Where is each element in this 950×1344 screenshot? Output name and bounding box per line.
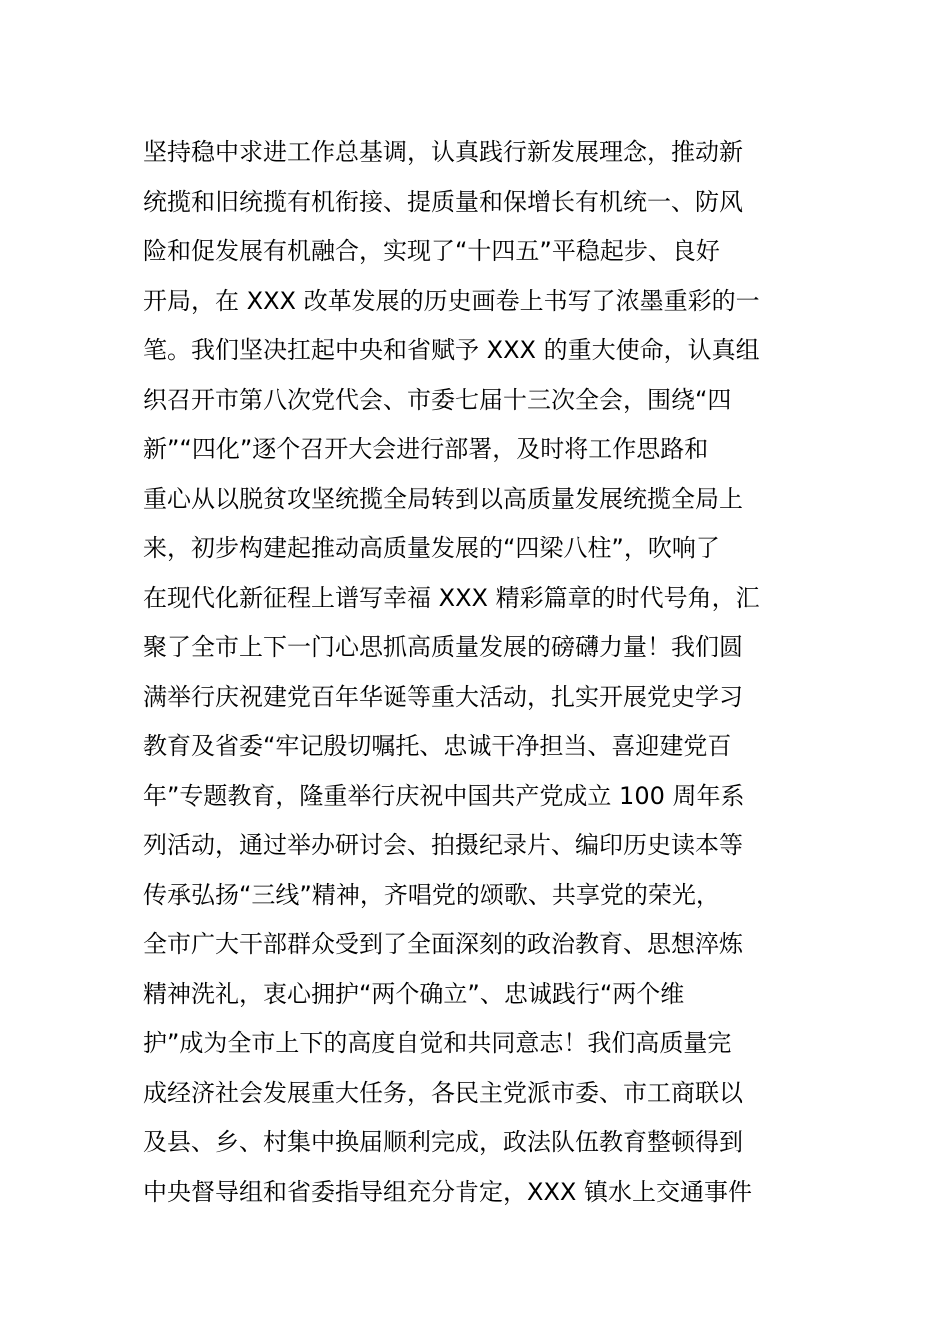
text-line: 年”专题教育，隆重举行庆祝中国共产党成立 100 周年系 [143, 781, 745, 810]
text-line: 聚了全市上下一门心思抓高质量发展的磅礴力量！我们圆 [143, 633, 743, 661]
text-line: 统揽和旧统揽有机衔接、提质量和保增长有机统一、防风 [143, 187, 743, 216]
text-line: 成经济社会发展重大任务，各民主党派市委、市工商联以 [143, 1078, 743, 1107]
text-line: 险和促发展有机融合，实现了“十四五”平稳起步、良好 [143, 237, 720, 265]
text-line: 织召开市第八次党代会、市委七届十三次全会，围绕“四 [143, 385, 732, 414]
text-line: 坚持稳中求进工作总基调，认真践行新发展理念，推动新 [143, 138, 743, 166]
text-line: 护”成为全市上下的高度自觉和共同意志！我们高质量完 [143, 1029, 732, 1057]
text-line: 满举行庆祝建党百年华诞等重大活动，扎实开展党史学习 [143, 682, 743, 711]
text-line: 传承弘扬“三线”精神，齐唱党的颂歌、共享党的荣光， [143, 880, 720, 909]
text-line: 及县、乡、村集中换届顺利完成，政法队伍教育整顿得到 [143, 1128, 743, 1156]
text-line: 笔。我们坚决扛起中央和省赋予 XXX 的重大使命，认真组 [143, 336, 760, 364]
text-line: 重心从以脱贫攻坚统揽全局转到以高质量发展统揽全局上 [143, 484, 743, 513]
body-paragraph [143, 128, 823, 1217]
text-line: 新”“四化”逐个召开大会进行部署，及时将工作思路和 [143, 435, 709, 463]
text-line: 来，初步构建起推动高质量发展的“四梁八柱”，吹响了 [143, 534, 720, 562]
text-line: 在现代化新征程上谱写幸福 XXX 精彩篇章的时代号角，汇 [143, 583, 760, 612]
text-line: 精神洗礼，衷心拥护“两个确立”、忠诚践行“两个维 [143, 979, 685, 1008]
text-line: 教育及省委“牢记殷切嘱托、忠诚干净担当、喜迎建党百 [143, 732, 732, 760]
text-line: 全市广大干部群众受到了全面深刻的政治教育、思想淬炼 [143, 930, 743, 958]
text-line: 列活动，通过举办研讨会、拍摄纪录片、编印历史读本等 [143, 831, 743, 859]
text-line: 开局，在 XXX 改革发展的历史画卷上书写了浓墨重彩的一 [143, 286, 760, 315]
text-line: 中央督导组和省委指导组充分肯定，XXX 镇水上交通事件 [143, 1177, 752, 1206]
